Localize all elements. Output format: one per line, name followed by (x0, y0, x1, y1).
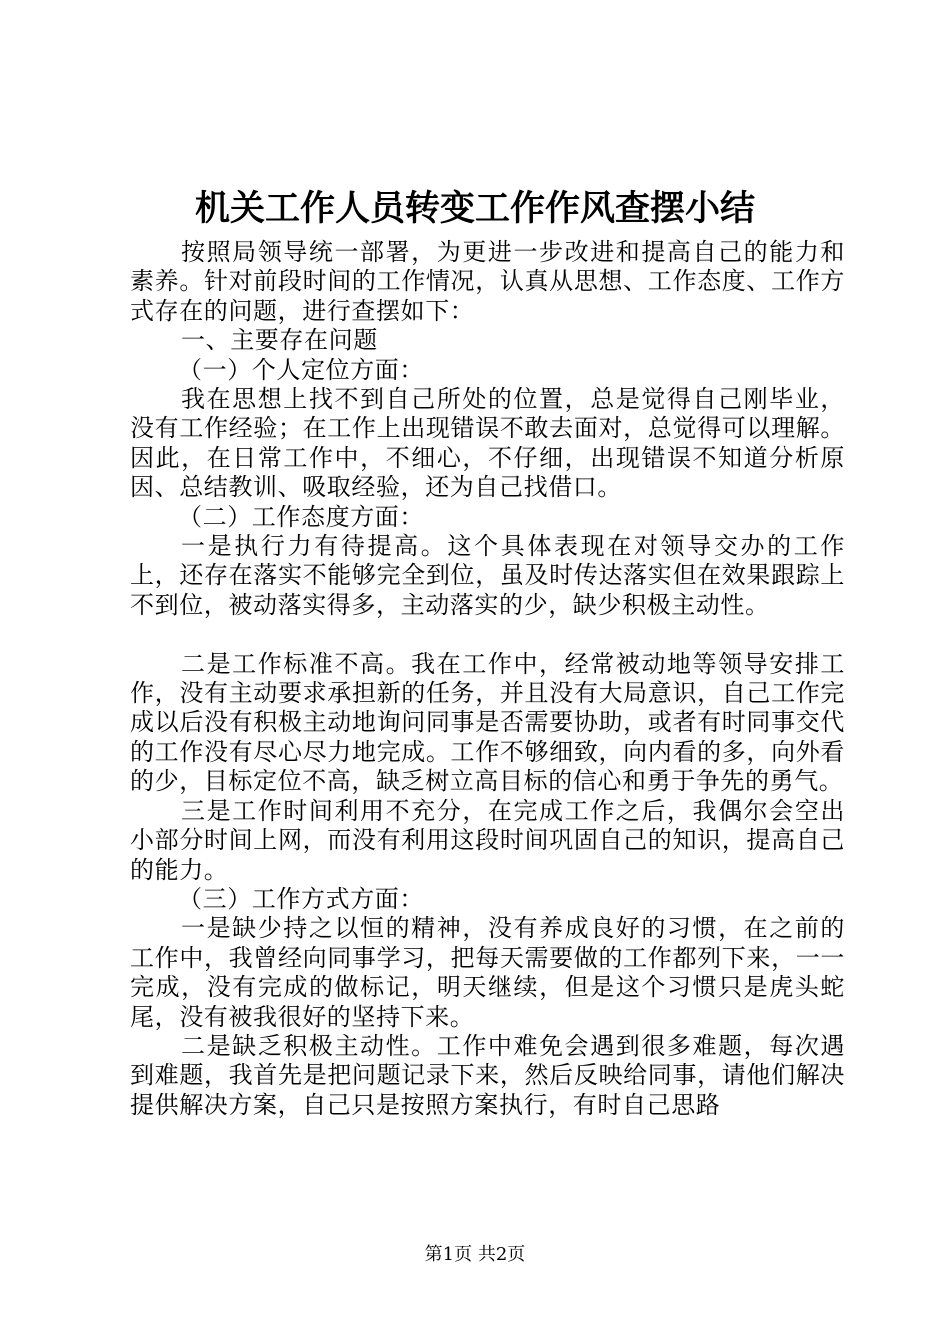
subsection-heading-work-method: （三）工作方式方面： (178, 884, 424, 913)
paragraph-time-usage: 三是工作时间利用不充分，在完成工作之后，我偶尔会空出小部分时间上网，而没有利用这段时间巩固自己的知识，提高自己的能力。 (130, 796, 845, 884)
document-body (130, 238, 845, 1120)
paragraph-standards: 二是工作标准不高。我在工作中，经常被动地等领导安排工作，没有主动要求承担新的任务，并且没有大局意识，自己工作完成以后没有积极主动地询问同事是否需要协助，或者有时同事交代的工作没有尽心尽力地完成。工作不够细致，向内看的多，向外看的少，目标定位不高，缺乏树立高目标的信心和勇于争先的勇气。 (130, 649, 845, 796)
blank-line (130, 620, 845, 649)
paragraph-intro: 按照局领导统一部署，为更进一步改进和提高自己的能力和素养。针对前段时间的工作情况，认真从思想、工作态度、工作方式存在的问题，进行查摆如下： (130, 238, 845, 325)
paragraph-personal-position: 我在思想上找不到自己所处的位置，总是觉得自己刚毕业，没有工作经验；在工作上出现错误不敢去面对，总觉得可以理解。因此，在日常工作中，不细心，不仔细，出现错误不知道分析原因、总结教训、吸取经验，还为自己找借口。 (130, 385, 845, 502)
document-title: 机关工作人员转变工作作风查摆小结 (194, 188, 755, 229)
subsection-heading-personal-position: （一）个人定位方面： (178, 355, 424, 384)
subsection-heading-work-attitude: （二）工作态度方面： (178, 502, 424, 531)
paragraph-initiative: 二是缺乏积极主动性。工作中难免会遇到很多难题，每次遇到难题，我首先是把问题记录下来，然后反映给同事，请他们解决提供解决方案，自己只是按照方案执行，有时自己思路 (130, 1031, 845, 1119)
section-heading-main-problems: 一、主要存在问题 (181, 326, 378, 355)
paragraph-execution: 一是执行力有待提高。这个具体表现在对领导交办的工作上，还存在落实不能够完全到位，虽及时传达落实但在效果跟踪上不到位，被动落实得多，主动落实的少，缺少积极主动性。 (130, 532, 845, 619)
paragraph-persistence: 一是缺少持之以恒的精神，没有养成良好的习惯，在之前的工作中，我曾经向同事学习，把每天需要做的工作都列下来，一一完成，没有完成的做标记，明天继续，但是这个习惯只是虎头蛇尾，没有被我很好的坚持下来。 (130, 914, 845, 1031)
page-number-footer: 第1页 共2页 (424, 1244, 526, 1265)
